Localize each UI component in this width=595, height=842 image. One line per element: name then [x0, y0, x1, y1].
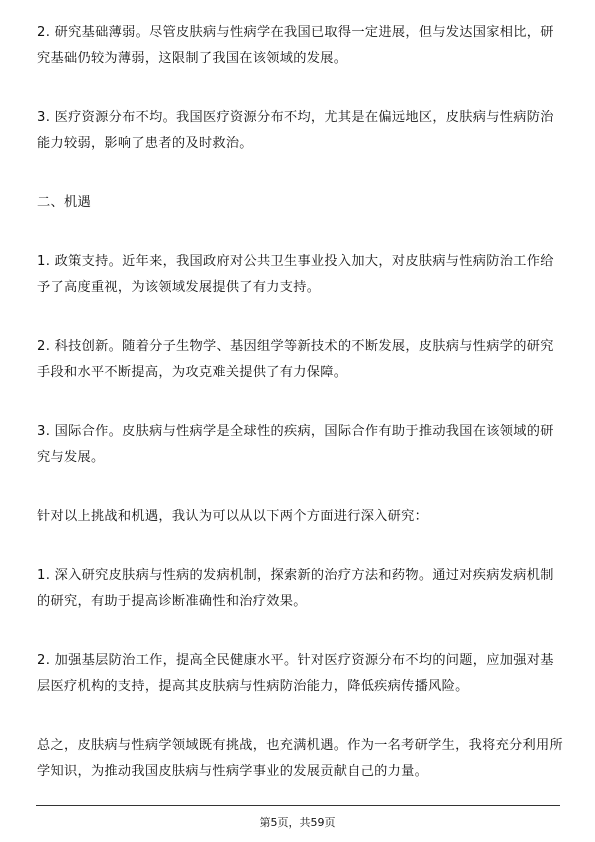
section-heading-opportunities: 二、机遇: [37, 195, 91, 210]
document-body: [37, 20, 565, 818]
paragraph-grassroots-prevention: 2. 加强基层防治工作，提高全民健康水平。针对医疗资源分布不均的问题，应加强对基层医疗机构的支持，提高其皮肤病与性病防治能力，降低疾病传播风险。: [37, 653, 554, 694]
paragraph-international-cooperation: 3. 国际合作。皮肤病与性病学是全球性的疾病，国际合作有助于推动我国在该领域的研究与发展。: [37, 424, 554, 465]
paragraph-medical-resources: 3. 医疗资源分布不均。我国医疗资源分布不均，尤其是在偏远地区，皮肤病与性病防治能力较弱，影响了患者的及时救治。: [37, 110, 554, 151]
page-number: 第5页，共59页: [259, 816, 336, 829]
paragraph-pathogenesis-research: 1. 深入研究皮肤病与性病的发病机制，探索新的治疗方法和药物。通过对疾病发病机制的研究，有助于提高诊断准确性和治疗效果。: [37, 568, 554, 609]
paragraph-policy-support: 1. 政策支持。近年来，我国政府对公共卫生事业投入加大，对皮肤病与性病防治工作给予了高度重视，为该领域发展提供了有力支持。: [37, 254, 554, 295]
paragraph-tech-innovation: 2. 科技创新。随着分子生物学、基因组学等新技术的不断发展，皮肤病与性病学的研究手段和水平不断提高，为攻克难关提供了有力保障。: [37, 339, 554, 380]
paragraph-research-directions-intro: 针对以上挑战和机遇，我认为可以从以下两个方面进行深入研究：: [37, 509, 429, 524]
paragraph-research-foundation: 2. 研究基础薄弱。尽管皮肤病与性病学在我国已取得一定进展，但与发达国家相比，研究基础仍较为薄弱，这限制了我国在该领域的发展。: [37, 25, 554, 66]
footer-divider: [36, 805, 560, 806]
paragraph-conclusion: 总之，皮肤病与性病学领域既有挑战，也充满机遇。作为一名考研学生，我将充分利用所学知识，为推动我国皮肤病与性病学事业的发展贡献自己的力量。: [37, 738, 564, 779]
